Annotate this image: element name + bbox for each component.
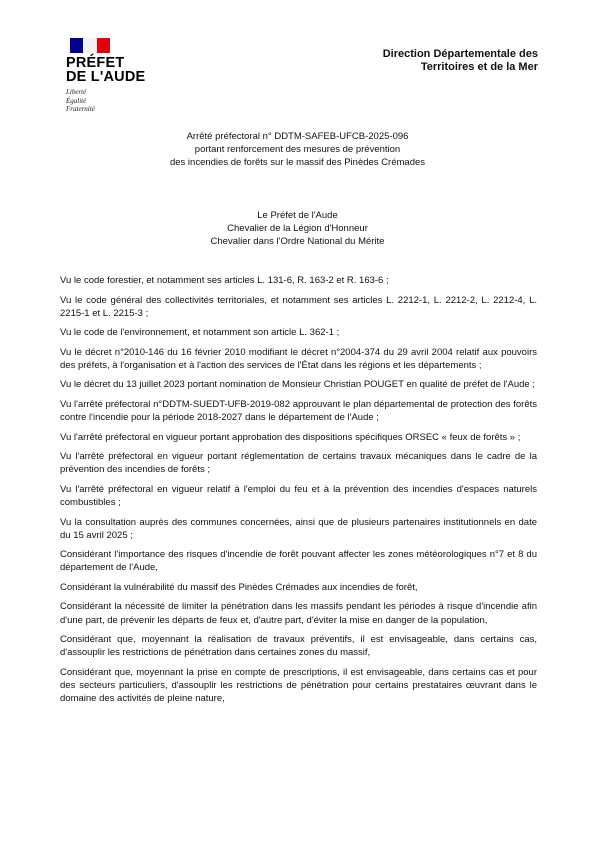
visa-paragraph: Vu le code général des collectivités territoriales, et notamment ses articles L. 2212-1, L. 2212-2, L. 2212-4, L. 2215-1 et L. 2215-3 ; bbox=[60, 294, 537, 319]
prefecture-logo bbox=[66, 38, 186, 114]
considerant-paragraph: Considérant que, moyennant la réalisation de travaux préventifs, il est envisageable, dans certains cas, d'assouplir les restrictions de pénétration dans certaines zones du massif, bbox=[60, 634, 537, 659]
visa-paragraph: Vu le code de l'environnement, et notamment son article L. 362-1 ; bbox=[60, 327, 340, 339]
considerant-paragraph: Considérant l'importance des risques d'incendie de forêt pouvant affecter les zones météorologiques n°7 et 8 du département de l'Aude, bbox=[60, 549, 537, 574]
title-line-3: des incendies de forêts sur le massif des Pinèdes Crémades bbox=[169, 157, 426, 168]
decree-body bbox=[60, 274, 537, 712]
visa-paragraph: Vu le décret n°2010-146 du 16 février 2010 modifiant le décret n°2004-374 du 29 avril 2004 relatif aux pouvoirs des préfets, à l'organisation et à l'action des services de l'État dans les régions et les départements ; bbox=[60, 346, 537, 371]
title-line-1: Arrêté préfectoral n° DDTM-SAFEB-UFCB-2025-096 bbox=[186, 131, 409, 142]
considerant-paragraph: Considérant la nécessité de limiter la pénétration dans les massifs pendant les périodes à risque d'incendie afin d'une part, de prévenir les départs de feux et, d'autre part, d'éviter la mise en danger de la population, bbox=[60, 601, 537, 626]
motto-egalite: Égalité bbox=[66, 96, 87, 105]
considerant-paragraph: Considérant la vulnérabilité du massif des Pinèdes Crémades aux incendies de forêt, bbox=[60, 581, 418, 593]
prefet-line-3: Chevalier dans l'Ordre National du Mérite bbox=[210, 236, 385, 247]
visa-paragraph: Vu l'arrêté préfectoral n°DDTM-SUEDT-UFB-2019-082 approuvant le plan départemental de protection des forêts contre l'incendie pour la période 2018-2027 dans le département de l'Aude ; bbox=[60, 398, 537, 424]
direction-line-1: Direction Départementale des bbox=[382, 48, 538, 60]
logo-line-1: PRÉFET bbox=[66, 55, 125, 71]
motto-liberte: Liberté bbox=[66, 88, 87, 96]
issuing-direction bbox=[383, 48, 538, 74]
visa-paragraph: Vu l'arrêté préfectoral en vigueur portant réglementation de certains travaux mécaniques dans le cadre de la prévention des incendies de forêts ; bbox=[60, 451, 537, 476]
prefet-line-1: Le Préfet de l'Aude bbox=[257, 210, 338, 221]
decree-title bbox=[0, 130, 595, 169]
republic-motto bbox=[66, 88, 186, 114]
visa-paragraph: Vu l'arrêté préfectoral en vigueur relatif à l'emploi du feu et à la prévention des incendies d'espaces naturels combustibles ; bbox=[60, 483, 537, 509]
logo-text bbox=[66, 56, 186, 84]
motto-fraternite: Fraternité bbox=[66, 105, 95, 113]
visa-paragraph: Vu l'arrêté préfectoral en vigueur portant approbation des dispositions spécifiques ORSEC « feux de forêts » ; bbox=[60, 431, 521, 443]
title-line-2: portant renforcement des mesures de prévention bbox=[194, 144, 401, 155]
logo-line-2: DE L'AUDE bbox=[66, 69, 146, 85]
visa-paragraph: Vu la consultation auprès des communes concernées, ainsi que de plusieurs partenaires institutionnels en date du 15 avril 2025 ; bbox=[60, 516, 537, 541]
prefet-signature-block bbox=[0, 209, 595, 248]
direction-line-2: Territoires et de la Mer bbox=[420, 61, 538, 73]
visa-paragraph: Vu le décret du 13 juillet 2023 portant nomination de Monsieur Christian POUGET en qualité de préfet de l'Aude ; bbox=[60, 379, 535, 391]
prefet-line-2: Chevalier de la Légion d'Honneur bbox=[227, 223, 368, 234]
considerant-paragraph: Considérant que, moyennant la prise en compte de prescriptions, il est envisageable, dans certains cas et pour des secteurs particuliers, d'assouplir les restrictions de pénétration pour certains prestataires œuvrant dans le domaine des activités de pleine nature, bbox=[60, 666, 537, 705]
marianne-flag-icon bbox=[70, 38, 110, 53]
visa-paragraph: Vu le code forestier, et notamment ses articles L. 131-6, R. 163-2 et R. 163-6 ; bbox=[60, 275, 389, 286]
